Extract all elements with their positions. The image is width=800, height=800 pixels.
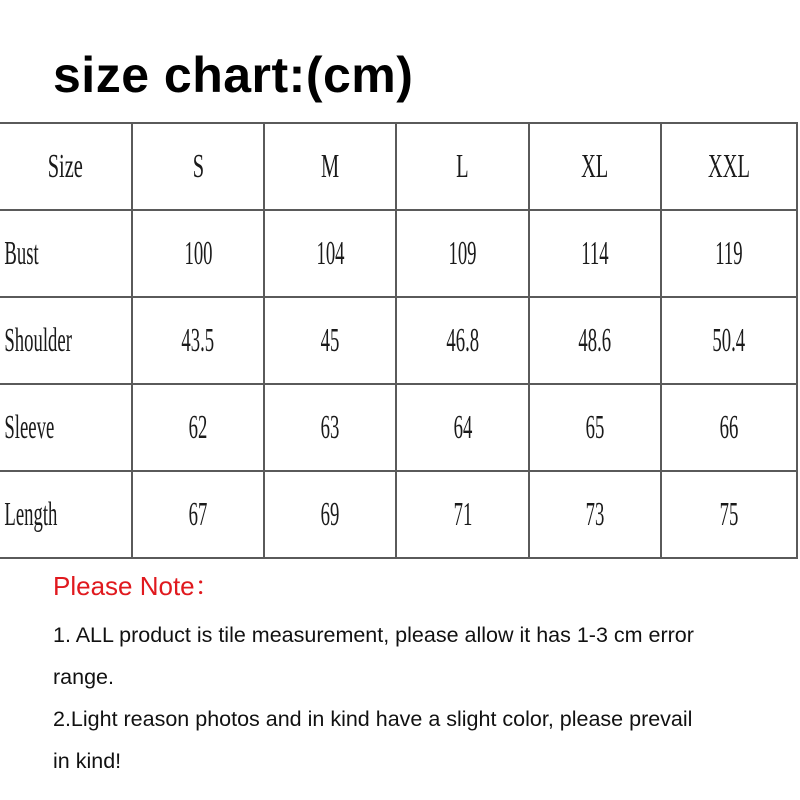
table-row-bust: [0, 210, 797, 297]
size-table: [0, 122, 798, 559]
table-row-sleeve: [0, 384, 797, 471]
table-cell: 45: [264, 297, 396, 384]
table-cell: 71: [396, 471, 528, 558]
table-cell: 114: [529, 210, 661, 297]
header-cell-s: S: [132, 123, 264, 210]
table-cell: 69: [264, 471, 396, 558]
table-cell: 63: [264, 384, 396, 471]
note-title: Please Note：: [53, 571, 221, 601]
table-cell: 100: [132, 210, 264, 297]
note-line-3: 2.Light reason photos and in kind have a slight color, please prevail: [53, 707, 693, 731]
table-cell: 67: [132, 471, 264, 558]
header-cell-size: Size: [0, 123, 132, 210]
table-cell: 48.6: [529, 297, 661, 384]
row-label-sleeve: Sleeve: [0, 384, 132, 471]
table-header-row: [0, 123, 797, 210]
table-cell: 73: [529, 471, 661, 558]
table-cell: 109: [396, 210, 528, 297]
table-cell: 50.4: [661, 297, 797, 384]
table-cell: 104: [264, 210, 396, 297]
page-title: size chart:(cm): [53, 47, 414, 103]
note-line-2: range.: [53, 665, 114, 689]
header-cell-xxl: XXL: [661, 123, 797, 210]
row-label-bust: Bust: [0, 210, 132, 297]
table-cell: 75: [661, 471, 797, 558]
table-cell: 46.8: [396, 297, 528, 384]
header-cell-m: M: [264, 123, 396, 210]
row-label-length: Length: [0, 471, 132, 558]
header-cell-l: L: [396, 123, 528, 210]
table-cell: 43.5: [132, 297, 264, 384]
table-cell: 62: [132, 384, 264, 471]
table-cell: 64: [396, 384, 528, 471]
note-line-4: in kind!: [53, 749, 122, 773]
table-row-shoulder: [0, 297, 797, 384]
table-row-length: [0, 471, 797, 558]
header-cell-xl: XL: [529, 123, 661, 210]
note-line-1: 1. ALL product is tile measurement, please allow it has 1-3 cm error: [53, 623, 694, 647]
table-cell: 119: [661, 210, 797, 297]
table-cell: 65: [529, 384, 661, 471]
row-label-shoulder: Shoulder: [0, 297, 132, 384]
table-cell: 66: [661, 384, 797, 471]
